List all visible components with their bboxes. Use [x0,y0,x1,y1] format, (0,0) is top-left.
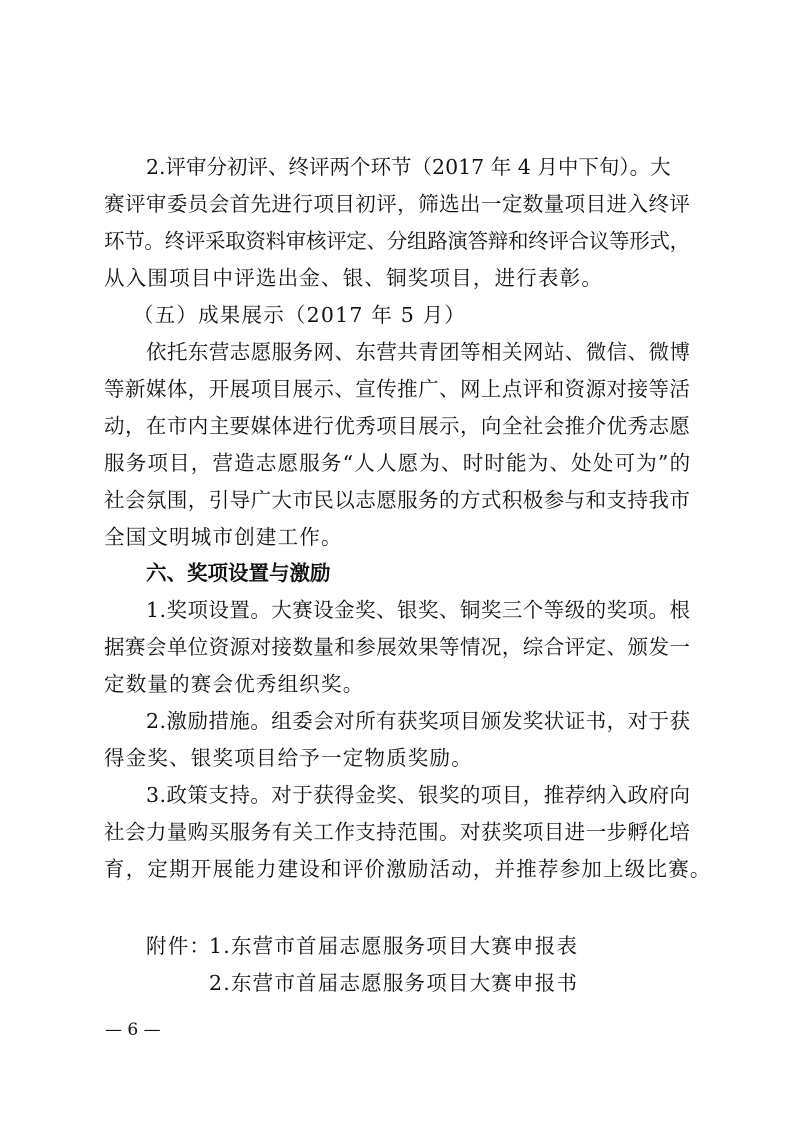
subheading-achievement-display: （五）成果展示（2017 年 5 月） [133,303,467,327]
display-paragraph-line-1: 依托东营志愿服务网、东营共青团等相关网站、微信、微博 [146,340,691,364]
display-paragraph-line-6: 全国文明城市创建工作。 [104,525,343,549]
review-paragraph-line-3: 环节。终评采取资料审核评定、分组路演答辩和终评合议等形式， [104,229,690,253]
policy-support-line-1: 3.政策支持。对于获得金奖、银奖的项目，推荐纳入政府向 [146,783,691,807]
policy-support-line-3: 育，定期开展能力建设和评价激励活动，并推荐参加上级比赛。 [104,857,712,881]
attachment-item-1: 1.东营市首届志愿服务项目大赛申报表 [209,934,579,958]
review-paragraph-line-1: 2.评审分初评、终评两个环节（2017 年 4 月中下旬）。大 [146,155,671,179]
review-paragraph-line-2: 赛评审委员会首先进行项目初评，筛选出一定数量项目进入终评 [104,192,691,216]
display-paragraph-line-3: 动，在市内主要媒体进行优秀项目展示，向全社会推介优秀志愿 [104,414,691,438]
policy-support-line-2: 社会力量购买服务有关工作支持范围。对获奖项目进一步孵化培 [104,820,691,844]
incentive-measures-line-1: 2.激励措施。组委会对所有获奖项目颁发奖状证书，对于获 [146,709,691,733]
awards-setting-line-3: 定数量的赛会优秀组织奖。 [104,672,365,696]
awards-setting-line-1: 1.奖项设置。大赛设金奖、银奖、铜奖三个等级的奖项。根 [146,598,691,622]
display-paragraph-line-5: 社会氛围，引导广大市民以志愿服务的方式积极参与和支持我市 [104,488,691,512]
review-paragraph-line-4: 从入围项目中评选出金、银、铜奖项目，进行表彰。 [104,266,604,290]
incentive-measures-line-2: 得金奖、银奖项目给予一定物质奖励。 [104,746,473,770]
attachment-item-2: 2.东营市首届志愿服务项目大赛申报书 [209,971,579,995]
section-heading-awards: 六、奖项设置与激励 [146,561,331,585]
display-paragraph-line-2: 等新媒体，开展项目展示、宣传推广、网上点评和资源对接等活 [104,377,691,401]
display-paragraph-line-4: 服务项目，营造志愿服务“人人愿为、时时能为、处处可为”的 [104,451,692,475]
page-number: — 6 — [105,1020,161,1040]
attachments-label: 附件： [146,934,212,958]
awards-setting-line-2: 据赛会单位资源对接数量和参展效果等情况，综合评定、颁发一 [104,635,691,659]
